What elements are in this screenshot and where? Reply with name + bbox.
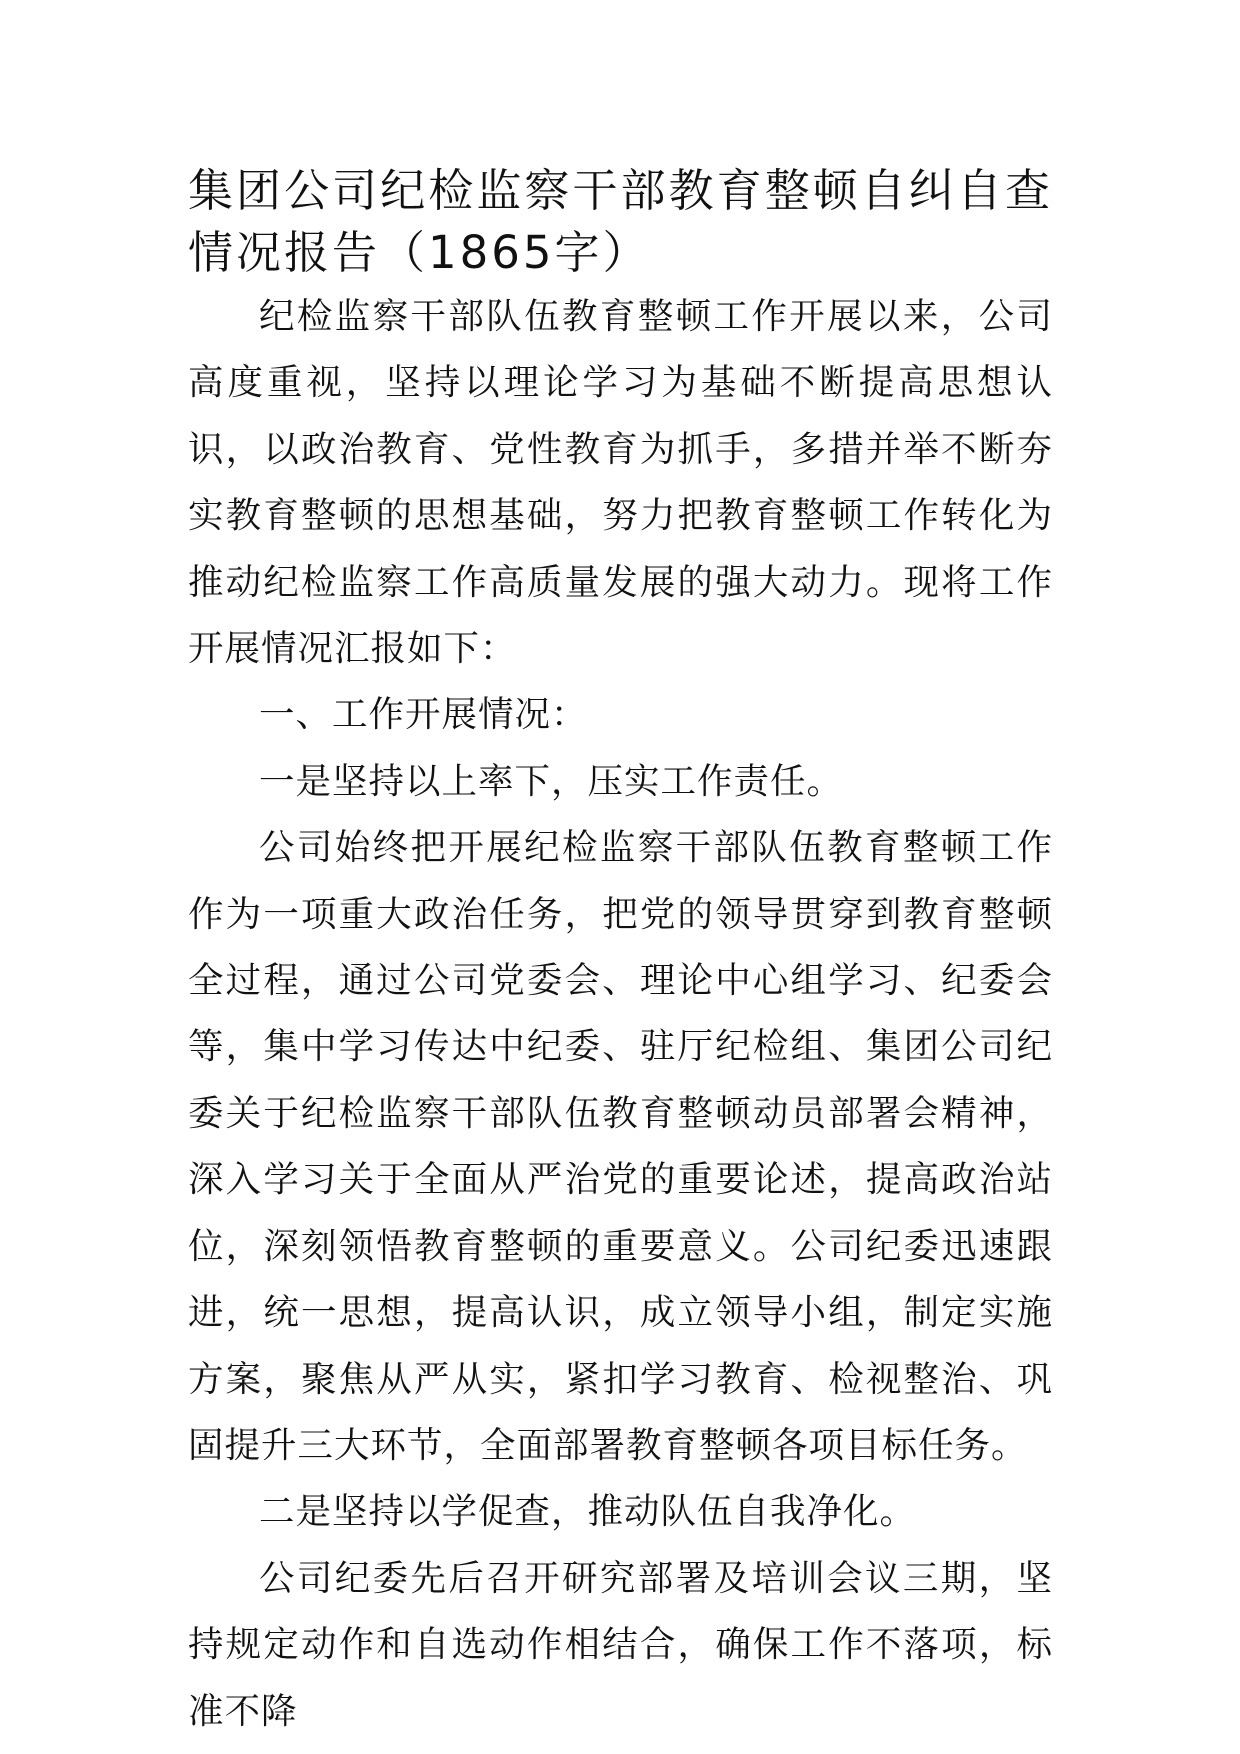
document-body <box>188 160 1053 1745</box>
paragraph-second-detail: 公司纪委先后召开研究部署及培训会议三期，坚持规定动作和自选动作相结合，确保工作不落项，标准不降 <box>188 1557 1053 1732</box>
paragraph-intro: 纪检监察干部队伍教育整顿工作开展以来，公司高度重视，坚持以理论学习为基础不断提高思想认识，以政治教育、党性教育为抓手，多措并举不断夯实教育整顿的思想基础，努力把教育整顿工作转化为推动纪检监察工作高质量发展的强大动力。现将工作开展情况汇报如下： <box>188 296 1053 670</box>
document-title: 集团公司纪检监察干部教育整顿自纠自查情况报告（1865字） <box>188 164 1053 279</box>
section-heading: 一、工作开展情况： <box>259 694 588 736</box>
paragraph-first-detail: 公司始终把开展纪检监察干部队伍教育整顿工作作为一项重大政治任务，把党的领导贯穿到教育整顿全过程，通过公司党委会、理论中心组学习、纪委会等，集中学习传达中纪委、驻厅纪检组、集团公司纪委关于纪检监察干部队伍教育整顿动员部署会精神，深入学习关于全面从严治党的重要论述，提高政治站位，深刻领悟教育整顿的重要意义。公司纪委迅速跟进，统一思想，提高认识，成立领导小组，制定实施方案，聚焦从严从实，紧扣学习教育、检视整治、巩固提升三大环节，全面部署教育整顿各项目标任务。 <box>188 827 1053 1466</box>
subheading-second: 二是坚持以学促查，推动队伍自我净化。 <box>259 1491 917 1533</box>
subheading-first: 一是坚持以上率下，压实工作责任。 <box>259 760 844 802</box>
